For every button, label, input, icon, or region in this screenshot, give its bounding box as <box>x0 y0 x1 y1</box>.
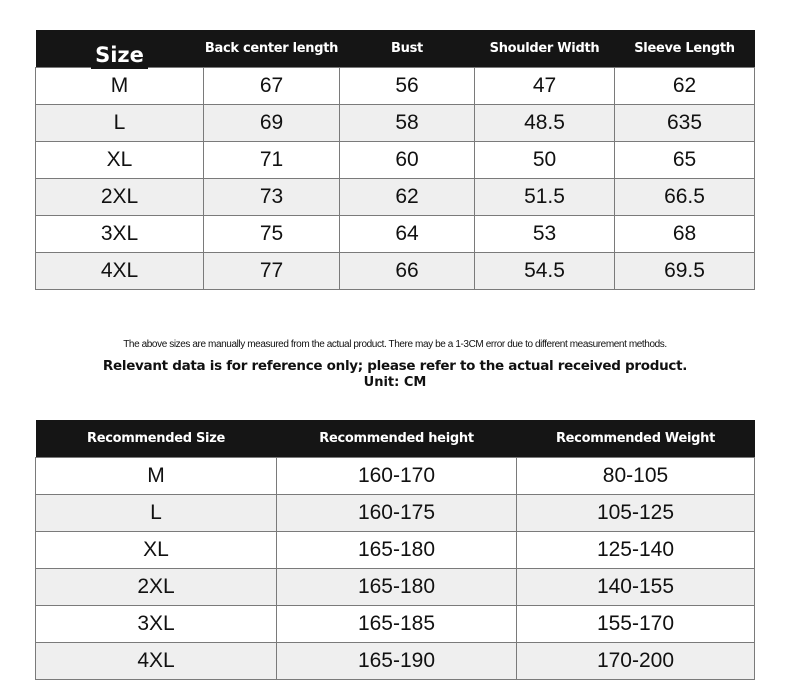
bust-cell: 64 <box>340 216 475 253</box>
header-size-label: Size <box>91 39 148 69</box>
height-cell: 160-175 <box>277 495 517 532</box>
size-table-header-row <box>36 30 755 68</box>
table-row <box>36 606 755 643</box>
sleeve-length-cell: 69.5 <box>615 253 755 290</box>
unit-label: Unit: CM <box>363 375 427 390</box>
shoulder-width-cell: 50 <box>475 142 615 179</box>
table-row <box>36 216 755 253</box>
size-cell: XL <box>36 142 204 179</box>
shoulder-width-cell: 53 <box>475 216 615 253</box>
weight-cell: 125-140 <box>517 532 755 569</box>
size-cell: L <box>36 105 204 142</box>
size-cell: 3XL <box>36 606 277 643</box>
size-cell: 2XL <box>36 179 204 216</box>
back-center-length-cell: 75 <box>204 216 340 253</box>
back-center-length-cell: 77 <box>204 253 340 290</box>
height-cell: 165-180 <box>277 569 517 606</box>
header-shoulder-width: Shoulder Width <box>475 30 615 68</box>
height-cell: 165-185 <box>277 606 517 643</box>
size-measurement-table <box>35 30 755 290</box>
shoulder-width-cell: 51.5 <box>475 179 615 216</box>
size-cell: L <box>36 495 277 532</box>
weight-cell: 155-170 <box>517 606 755 643</box>
sleeve-length-cell: 635 <box>615 105 755 142</box>
weight-cell: 170-200 <box>517 643 755 680</box>
table-row <box>36 142 755 179</box>
header-bust: Bust <box>340 30 475 68</box>
weight-cell: 140-155 <box>517 569 755 606</box>
table-row <box>36 68 755 105</box>
header-recommended-size: Recommended Size <box>36 420 277 458</box>
shoulder-width-cell: 47 <box>475 68 615 105</box>
weight-cell: 105-125 <box>517 495 755 532</box>
back-center-length-cell: 71 <box>204 142 340 179</box>
bust-cell: 56 <box>340 68 475 105</box>
reference-note: Relevant data is for reference only; please refer to the actual received product. <box>102 358 688 374</box>
shoulder-width-cell: 54.5 <box>475 253 615 290</box>
back-center-length-cell: 67 <box>204 68 340 105</box>
size-cell: XL <box>36 532 277 569</box>
table-row <box>36 495 755 532</box>
bust-cell: 62 <box>340 179 475 216</box>
header-recommended-height: Recommended height <box>277 420 517 458</box>
sleeve-length-cell: 66.5 <box>615 179 755 216</box>
header-size <box>36 30 204 68</box>
height-cell: 165-190 <box>277 643 517 680</box>
size-cell: 3XL <box>36 216 204 253</box>
table-row <box>36 179 755 216</box>
height-cell: 160-170 <box>277 458 517 495</box>
shoulder-width-cell: 48.5 <box>475 105 615 142</box>
bust-cell: 58 <box>340 105 475 142</box>
weight-cell: 80-105 <box>517 458 755 495</box>
bust-cell: 60 <box>340 142 475 179</box>
table-row <box>36 458 755 495</box>
header-sleeve-length: Sleeve Length <box>615 30 755 68</box>
table-row <box>36 253 755 290</box>
size-cell: M <box>36 458 277 495</box>
header-recommended-weight: Recommended Weight <box>517 420 755 458</box>
table-row <box>36 643 755 680</box>
header-back-center-length: Back center length <box>204 30 340 68</box>
size-cell: 4XL <box>36 253 204 290</box>
size-cell: 4XL <box>36 643 277 680</box>
table-row <box>36 105 755 142</box>
height-cell: 165-180 <box>277 532 517 569</box>
back-center-length-cell: 73 <box>204 179 340 216</box>
sleeve-length-cell: 62 <box>615 68 755 105</box>
table-row <box>36 569 755 606</box>
size-cell: M <box>36 68 204 105</box>
sleeve-length-cell: 65 <box>615 142 755 179</box>
table-row <box>36 532 755 569</box>
sleeve-length-cell: 68 <box>615 216 755 253</box>
recommend-table-header-row <box>36 420 755 458</box>
recommended-size-table <box>35 420 755 680</box>
back-center-length-cell: 69 <box>204 105 340 142</box>
bust-cell: 66 <box>340 253 475 290</box>
size-cell: 2XL <box>36 569 277 606</box>
measurement-disclaimer: The above sizes are manually measured from the actual product. There may be a 1-3CM error due to different measurement methods. <box>123 339 667 350</box>
notes-section <box>0 338 790 391</box>
